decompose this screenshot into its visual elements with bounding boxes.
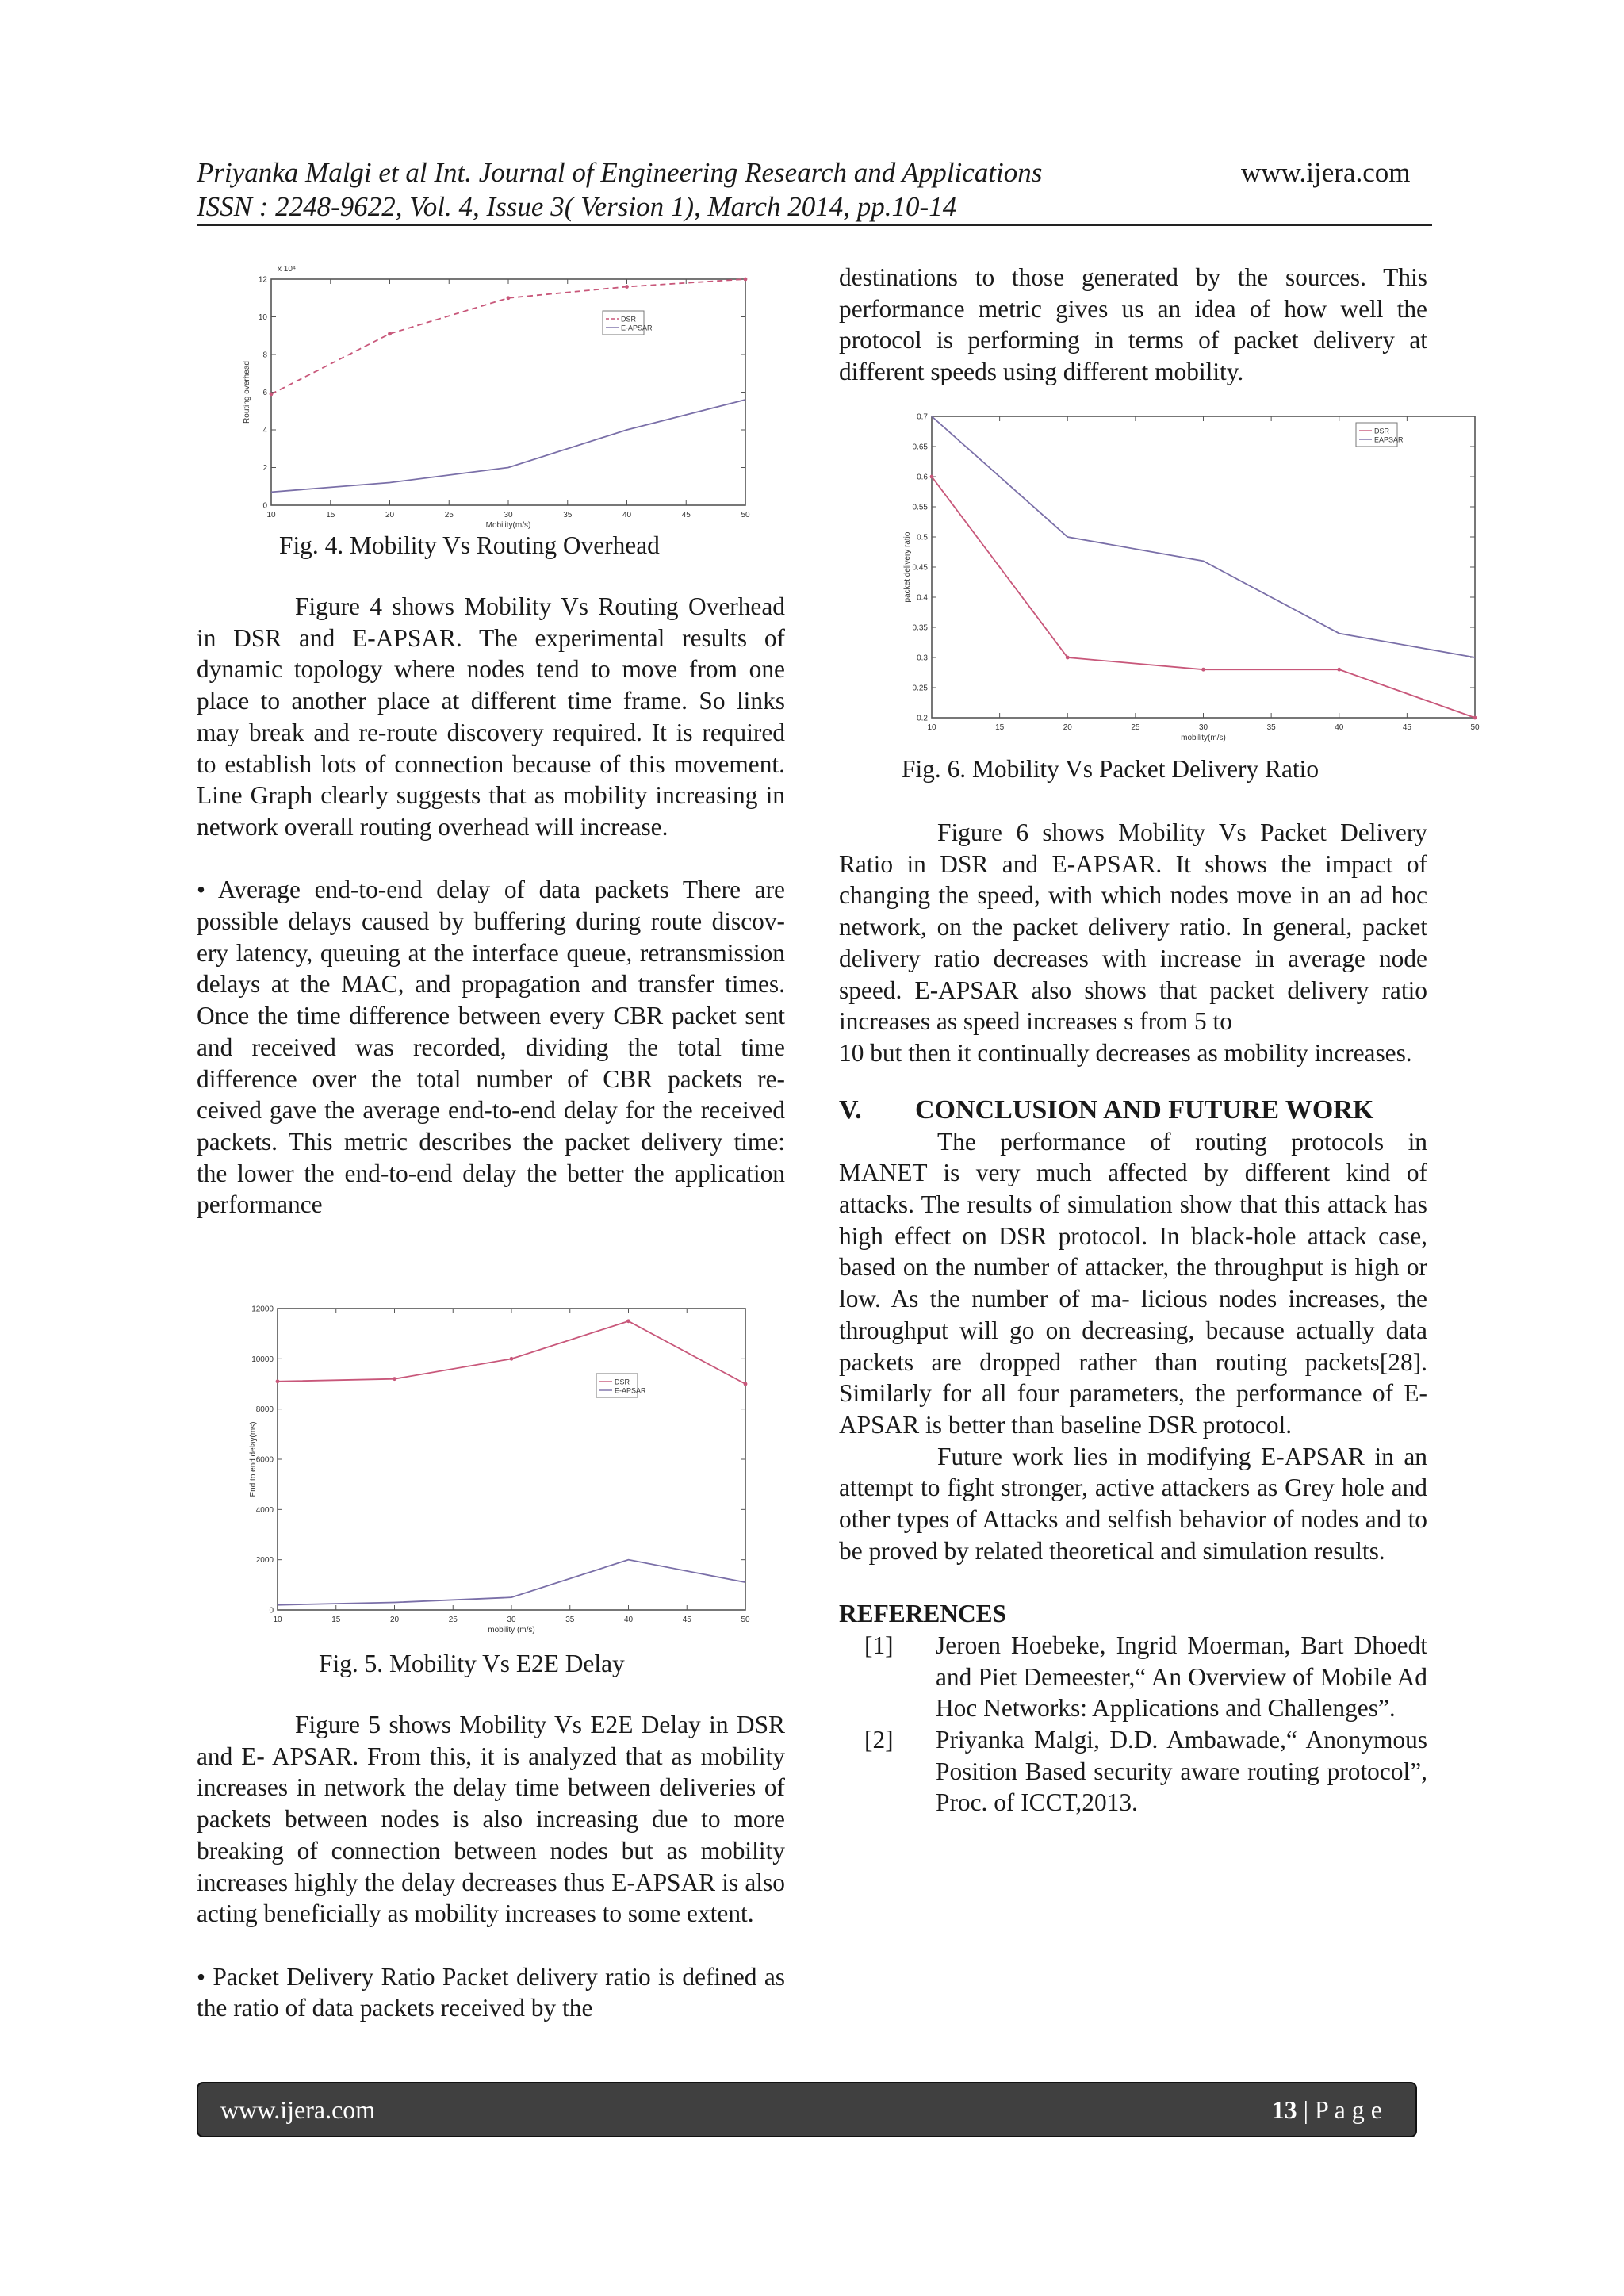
footer-page-number [1272,2083,1382,2136]
right-column-block-1 [839,262,1427,388]
x-tick-label: 10 [927,723,936,732]
figure-5-svg [238,1301,753,1634]
paragraph-conclusion: The performance of routing protocols in MANET is very much affected by different kind of attacks. The results of simulation show that this attack has high effect on DSR protocol. In black-hole attack case, based on the number of attacker, the throughput is high or low. As the number of ma- licious nodes increases, the throughput will go on decreasing, because actually data packets are dropped rather than routing packets[28]. Similarly for all four parameters, the performance of E-APSAR is better than baseline DSR protocol. [839,1127,1427,1439]
fig5-plot-group [249,1305,750,1635]
x-tick-label: 35 [565,1616,575,1624]
journal-header-line-1: Priyanka Malgi et al Int. Journal of Engineering Research and Applications [197,157,1043,188]
data-point-dsr [1473,716,1477,720]
data-point-dsr [625,285,629,289]
x-tick-label: 45 [1402,723,1411,732]
legend-label: DSR [1374,427,1390,435]
y-tick-label: 0.45 [912,563,928,573]
x-axis-label: mobility (m/s) [488,1626,535,1635]
x-tick-label: 20 [389,1616,400,1624]
x-tick-label: 40 [623,1616,634,1624]
figure-5-chart [238,1301,753,1634]
paragraph-figure-4: Figure 4 shows Mobility Vs Routing Overhead in DSR and E-APSAR. The experimental results of dynamic topology where nodes tend to move from one place to another place at different time frame. So links may break and re-route discovery required. It is required to establish lots of connection because of this movement. Line Graph clearly suggests that as mobility increasing in network overall routing overhead will increase. [197,592,785,841]
figure-6-chart [892,408,1483,742]
x-tick-label: 10 [273,1616,282,1624]
data-point-dsr [1201,668,1205,672]
reference-text: Priyanka Malgi, D.D. Ambawade,“ Anonymous Position Based security aware routing protocol”, Proc. of ICCT,2013. [936,1725,1427,1817]
y-axis-label: packet delivery ratio [903,531,912,603]
figure-6-caption: Fig. 6. Mobility Vs Packet Delivery Ratio [902,755,1320,783]
reference-item [839,1724,1427,1819]
data-point-dsr [393,1377,396,1381]
y-tick-label: 0.2 [917,714,928,723]
x-tick-label: 30 [507,1616,516,1624]
paragraph-figure-5: Figure 5 shows Mobility Vs E2E Delay in DSR and E- APSAR. From this, it is analyzed that as mobility increases in network the delay time between deliveries of packets between nodes is also increasing due to more breaking of connection between nodes but as mobility increases highly the delay decreases thus E-APSAR is also acting beneficially as mobility increases to some extent. [197,1711,785,1928]
legend [1356,423,1404,447]
y-multiplier-label: x 10⁴ [278,265,297,274]
x-tick-label: 30 [504,511,513,519]
section-number: V. [839,1094,862,1125]
references-heading: REFERENCES [839,1600,1007,1628]
y-tick-label: 6000 [255,1455,274,1465]
y-tick-label: 0.35 [912,623,928,633]
x-tick-label: 50 [741,1616,750,1624]
x-tick-label: 25 [1131,723,1140,732]
y-tick-label: 6 [262,389,267,397]
data-point-dsr [388,332,392,335]
data-point-dsr [930,475,934,479]
left-column-block-2 [197,1709,785,2024]
y-tick-label: 0 [269,1606,274,1616]
header-rule [197,224,1432,226]
y-tick-label: 4 [262,426,267,435]
paragraph-packet-delivery-ratio: • Packet Delivery Ratio Packet delivery ratio is defined as the ratio of data packets received by the [197,1962,785,2022]
x-tick-label: 25 [448,1616,458,1624]
y-tick-label: 0.5 [917,533,928,542]
y-tick-label: 8 [262,351,267,360]
fig4-plot-group [243,265,750,530]
reference-number: [1] [864,1631,894,1659]
y-tick-label: 0.55 [912,503,928,512]
x-tick-label: 25 [444,511,454,519]
x-tick-label: 40 [1335,723,1344,732]
x-tick-label: 50 [1470,723,1480,732]
x-tick-label: 45 [682,1616,691,1624]
y-axis-label: End to end delay(ms) [249,1421,258,1497]
x-tick-label: 45 [681,511,691,519]
x-tick-label: 20 [385,511,395,519]
page-number: 13 [1271,2095,1297,2124]
legend-label: DSR [615,1378,630,1386]
footer-bar [197,2082,1417,2137]
x-tick-label: 10 [266,511,276,519]
page-label: | P a g e [1297,2095,1382,2124]
figure-4-caption: Fig. 4. Mobility Vs Routing Overhead [279,531,660,559]
x-tick-label: 15 [331,1616,341,1624]
x-tick-label: 15 [326,511,335,519]
paragraph-pdr-continued: destinations to those generated by the sources. This performance metric gives us an idea of how well the protocol is performing in terms of packet delivery at different speeds using different mobility. [839,263,1427,386]
y-tick-label: 0 [262,501,267,511]
y-tick-label: 0.4 [917,593,928,603]
y-axis-label: Routing overhead [243,361,251,424]
x-tick-label: 20 [1063,723,1072,732]
y-tick-label: 0.3 [917,654,928,663]
legend-label: E-APSAR [621,324,653,332]
reference-item [839,1630,1427,1724]
x-tick-label: 15 [995,723,1005,732]
legend-label: DSR [621,315,637,324]
footer-website[interactable]: www.ijera.com [220,2095,376,2124]
data-point-dsr [507,296,511,300]
y-tick-label: 12000 [251,1305,274,1314]
plot-area [271,279,745,505]
x-tick-label: 50 [741,511,750,519]
y-tick-label: 2000 [255,1556,274,1566]
paragraph-end-to-end-delay: • Average end-to-end delay of data packets There are possible delays caused by buffering during route discov- ery latency, queuing at the interface queue, retransmission delays at the MAC, and propagation and transfer times. Once the time difference between every CBR packet sent and received was recorded, dividing the total time difference over the total number of CBR packets re- ceived gave the average end-to-end delay for the received packets. This metric describes the packet delivery time: the lower the end-to-end delay the better the application performance [197,876,785,1219]
x-axis-label: mobility(m/s) [1181,734,1226,742]
y-tick-label: 0.6 [917,473,928,482]
x-tick-label: 30 [1198,723,1208,732]
paragraph-future-work: Future work lies in modifying E-APSAR in an attempt to fight stronger, active attackers as Grey hole and other types of Attacks and selfish behavior of nodes and to be proved by related theoretical and simulation results. [839,1442,1427,1565]
plot-area [932,416,1475,718]
data-point-dsr [276,1379,280,1383]
data-point-dsr [1066,656,1070,660]
x-tick-label: 35 [563,511,573,519]
section-heading [839,1094,1427,1126]
x-tick-label: 35 [1266,723,1276,732]
y-tick-label: 0.25 [912,684,928,693]
reference-text: Jeroen Hoebeke, Ingrid Moerman, Bart Dhoedt and Piet Demeester,“ An Overview of Mobile Ad Hoc Networks: Applications and Challenges”. [936,1631,1427,1723]
y-tick-label: 10000 [251,1355,274,1364]
paragraph-figure-6: Figure 6 shows Mobility Vs Packet Delivery Ratio in DSR and E-APSAR. It shows the impact of changing the speed, with which nodes move in an ad hoc network, on the packet delivery ratio. In general, packet delivery ratio decreases with increase in average node speed. E-APSAR also shows that packet delivery ratio increases as speed increases s from 5 to [839,818,1427,1036]
right-column-block-2 [839,817,1427,1819]
reference-number: [2] [864,1725,894,1754]
x-axis-label: Mobility(m/s) [485,521,531,530]
figure-4-svg [243,262,753,530]
figure-5-caption: Fig. 5. Mobility Vs E2E Delay [319,1650,625,1677]
paragraph-figure-6-continued: 10 but then it continually decreases as mobility increases. [839,1038,1412,1067]
y-tick-label: 0.7 [917,412,928,422]
data-point-dsr [270,392,274,396]
figure-4-chart [243,262,753,530]
journal-website[interactable]: www.ijera.com [1241,157,1411,188]
data-point-dsr [1337,668,1341,672]
legend-label: E-APSAR [615,1386,646,1395]
plot-area [278,1309,745,1610]
journal-header-line-2: ISSN : 2248-9622, Vol. 4, Issue 3( Version 1), March 2014, pp.10-14 [197,191,957,222]
section-title: CONCLUSION AND FUTURE WORK [915,1094,1374,1125]
x-tick-label: 40 [622,511,632,519]
data-point-dsr [744,278,748,282]
legend-label: EAPSAR [1374,435,1404,444]
data-point-dsr [626,1319,630,1323]
left-column-block-1 [197,591,785,1221]
y-tick-label: 12 [258,275,267,285]
y-tick-label: 2 [262,464,267,473]
data-point-dsr [510,1357,514,1361]
y-tick-label: 0.65 [912,443,928,452]
figure-6-svg [892,408,1483,742]
y-tick-label: 4000 [255,1505,274,1515]
y-tick-label: 8000 [255,1405,274,1415]
fig6-plot-group [903,413,1480,743]
data-point-dsr [744,1382,748,1386]
y-tick-label: 10 [258,313,267,322]
